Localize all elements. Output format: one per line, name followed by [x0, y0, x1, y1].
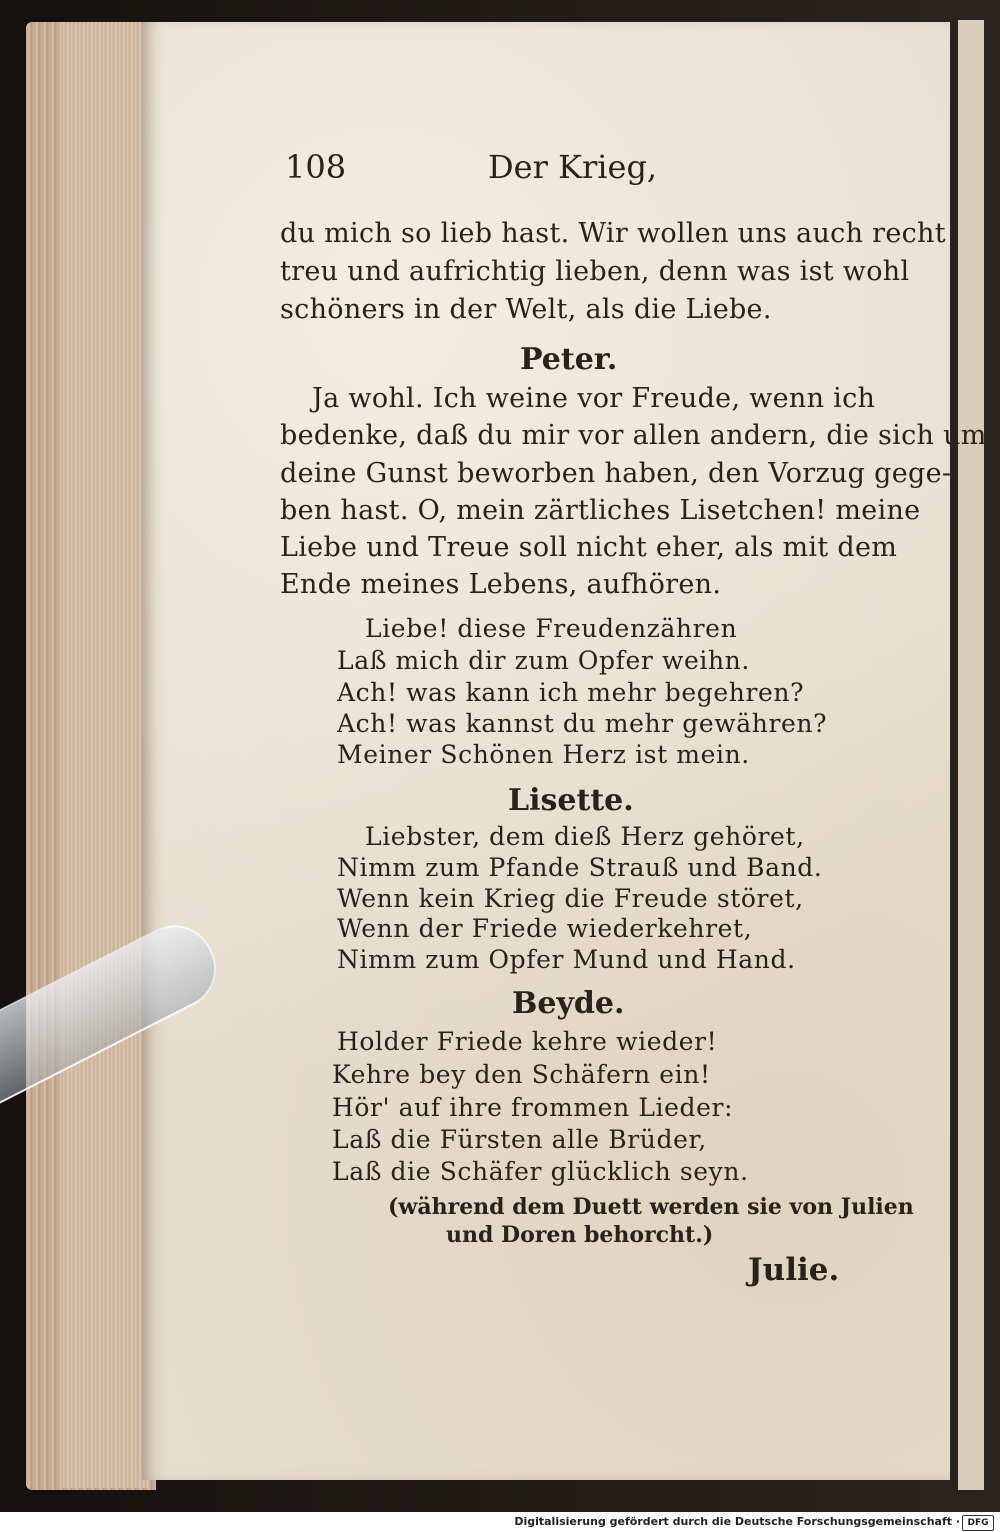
verse-line: Laß die Fürsten alle Brüder,	[332, 1125, 707, 1154]
verse-line: Wenn der Friede wiederkehret,	[337, 914, 753, 943]
verse-line: Nimm zum Pfande Strauß und Band.	[337, 853, 823, 882]
speaker-peter: Peter.	[520, 342, 618, 377]
prose-line: Ende meines Lebens, aufhören.	[280, 569, 722, 600]
prose-line: Ja wohl. Ich weine vor Freude, wenn ich	[312, 383, 876, 414]
verse-line: Liebster, dem dieß Herz gehöret,	[365, 822, 805, 851]
speaker-beyde: Beyde.	[512, 986, 625, 1021]
catchword: Julie.	[748, 1252, 840, 1288]
footer-bar	[0, 1512, 1000, 1532]
dfg-logo-icon: DFG	[962, 1515, 994, 1531]
prose-line: Liebe und Treue soll nicht eher, als mit dem	[280, 532, 898, 563]
prose-line: schöners in der Welt, als die Liebe.	[280, 294, 772, 325]
page-number: 108	[285, 148, 347, 186]
prose-line: deine Gunst beworben haben, den Vorzug gege-	[280, 458, 952, 489]
verse-line: Ach! was kann ich mehr begehren?	[337, 678, 805, 707]
stage-direction-line: (während dem Duett werden sie von Julien	[388, 1194, 914, 1220]
prose-line: du mich so lieb hast. Wir wollen uns auch recht	[280, 218, 946, 249]
verse-line: Holder Friede kehre wieder!	[337, 1027, 718, 1056]
verse-line: Ach! was kannst du mehr gewähren?	[337, 709, 828, 738]
verse-line: Kehre bey den Schäfern ein!	[332, 1060, 711, 1089]
verse-line: Wenn kein Krieg die Freude störet,	[337, 884, 804, 913]
prose-line: ben hast. O, mein zärtliches Lisetchen! meine	[280, 495, 921, 526]
book-page-edges-inner	[62, 22, 148, 1488]
prose-line: bedenke, daß du mir vor allen andern, die sich um	[280, 420, 987, 451]
prose-line: treu und aufrichtig lieben, denn was ist wohl	[280, 256, 910, 287]
verse-line: Laß mich dir zum Opfer weihn.	[337, 646, 750, 675]
facing-page-sliver	[958, 20, 984, 1490]
verse-line: Nimm zum Opfer Mund und Hand.	[337, 945, 796, 974]
stage-direction-line: und Doren behorcht.)	[446, 1222, 714, 1248]
footer-credit: Digitalisierung gefördert durch die Deutsche Forschungsgemeinschaft ·	[514, 1515, 960, 1528]
running-title: Der Krieg,	[488, 148, 658, 186]
verse-line: Laß die Schäfer glücklich seyn.	[332, 1157, 749, 1186]
verse-line: Hör' auf ihre frommen Lieder:	[332, 1093, 734, 1122]
verse-line: Meiner Schönen Herz ist mein.	[337, 740, 750, 769]
verse-line: Liebe! diese Freudenzähren	[365, 614, 738, 643]
speaker-lisette: Lisette.	[508, 783, 634, 818]
